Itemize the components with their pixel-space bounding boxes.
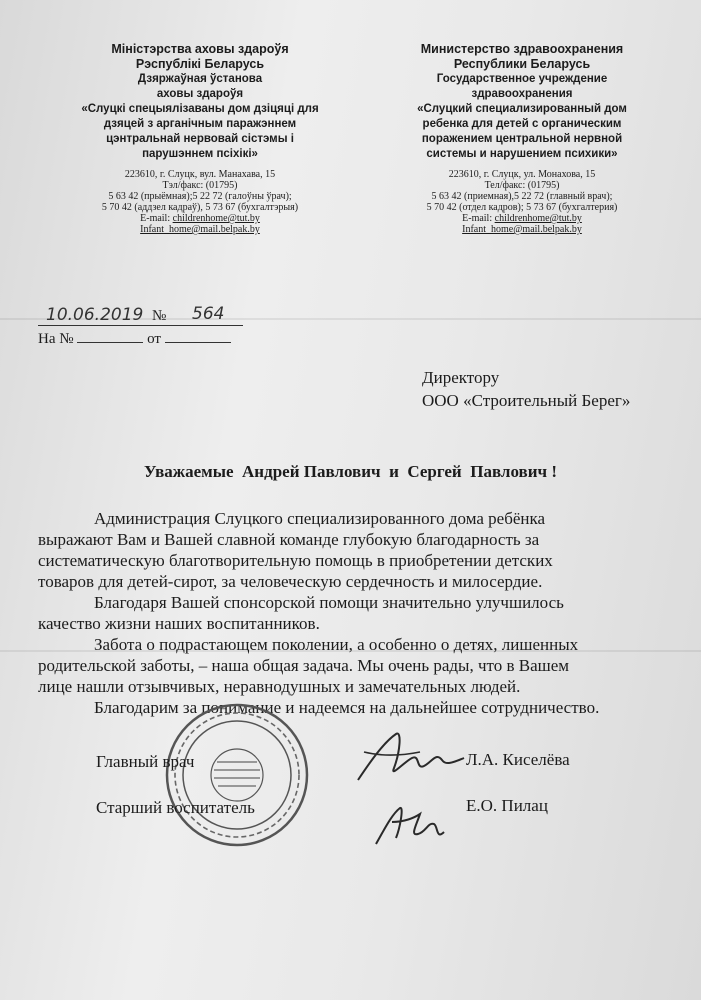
letterhead-russian	[372, 42, 672, 235]
institution-name: ребенка для детей с органическим	[422, 118, 622, 130]
tel-fax: Тел/факс: (01795)	[484, 180, 560, 191]
tel-fax: Тэл/факс: (01795)	[162, 180, 238, 191]
phones: 5 70 42 (аддзел кадраў), 5 73 67 (бухгалтэрыя)	[101, 202, 299, 213]
body-line: Забота о подрастающем поколении, а особенно о детях, лишенных	[94, 635, 579, 654]
email-link[interactable]: childrenhome@tut.by	[172, 213, 260, 224]
signature-pilats	[370, 800, 450, 855]
body-line: Благодаря Вашей спонсорской помощи значительно улучшилось	[94, 593, 564, 612]
reply-reference: На № от	[38, 331, 231, 348]
recipient-company: ООО «Строительный Берег»	[422, 391, 631, 410]
email-line: E-mail: childrenhome@tut.by	[462, 213, 582, 224]
recipient-block	[422, 366, 630, 412]
signatory-role: Главный врач	[96, 752, 195, 771]
republic-name: Рэспублікі Беларусь	[135, 57, 265, 71]
round-stamp	[162, 700, 312, 850]
signature-kiseleva	[350, 722, 470, 792]
institution-name: «Слуцкі спецыялізаваны дом дзіцяці для	[81, 103, 319, 115]
body-line: систематическую благотворительную помощь в приобретении детских	[38, 551, 553, 570]
letterhead-belarusian	[52, 42, 348, 235]
body-line: товаров для детей-сирот, за человеческую сердечность и милосердие.	[38, 572, 543, 591]
reference-underline	[38, 325, 243, 326]
email-link[interactable]: Infant_home@mail.belpak.by	[462, 224, 582, 235]
institution-name: цэнтральнай нервовай сістэмы і	[106, 133, 294, 145]
outgoing-date: 10.06.2019	[46, 305, 144, 325]
body-line: лице нашли отзывчивых, неравнодушных и замечательных людей.	[38, 677, 521, 696]
body-line: родительской заботы, – наша общая задача. Мы очень рады, что в Вашем	[38, 656, 570, 675]
institution-name: поражением центральной нервной	[421, 133, 623, 145]
address: 223610, г. Слуцк, вул. Манахава, 15	[124, 169, 276, 180]
email-link[interactable]: childrenhome@tut.by	[494, 213, 582, 224]
institution-type: здравоохранения	[471, 88, 573, 100]
phones: 5 63 42 (прыёмная);5 22 72 (галоўны ўрач);	[108, 191, 292, 202]
address: 223610, г. Слуцк, ул. Монахова, 15	[448, 169, 596, 180]
institution-type: аховы здароўя	[156, 88, 244, 100]
republic-name: Республики Беларусь	[453, 57, 591, 71]
signatory-name: Л.А. Киселёва	[466, 750, 570, 769]
body-line: Администрация Слуцкого специализированного дома ребёнка	[94, 509, 546, 528]
number-sign: №	[152, 308, 167, 324]
signatory-name: Е.О. Пилац	[466, 796, 548, 815]
body-line: качество жизни наших воспитанников.	[38, 614, 320, 633]
institution-type: Дзяржаўная ўстанова	[137, 73, 263, 85]
recipient-title: Директору	[422, 368, 500, 387]
phones: 5 70 42 (отдел кадров); 5 73 67 (бухгалтерия)	[426, 202, 618, 213]
signatory-role: Старший воспитатель	[96, 798, 255, 817]
body-line: выражают Вам и Вашей славной команде глубокую благодарность за	[38, 530, 540, 549]
body-line: Благодарим за понимание и надеемся на дальнейшее сотрудничество.	[94, 698, 600, 717]
ministry-name: Министерство здравоохранения	[420, 42, 624, 56]
institution-name: дзяцей з арганічным паражэннем	[103, 118, 297, 130]
institution-type: Государственное учреждение	[436, 73, 608, 85]
institution-name: парушэннем псіхікі»	[142, 148, 258, 160]
email-line: E-mail: childrenhome@tut.by	[140, 213, 260, 224]
greeting: Уважаемые Андрей Павлович и Сергей Павлович !	[144, 462, 557, 481]
phones: 5 63 42 (приемная),5 22 72 (главный врач);	[431, 191, 613, 202]
letter-body	[38, 508, 678, 718]
institution-name: системы и нарушением психики»	[426, 148, 618, 160]
ministry-name: Міністэрства аховы здароўя	[111, 42, 289, 56]
email-link[interactable]: Infant_home@mail.belpak.by	[140, 224, 260, 235]
institution-name: «Слуцкий специализированный дом	[417, 103, 627, 115]
outgoing-number: 564	[192, 304, 225, 324]
